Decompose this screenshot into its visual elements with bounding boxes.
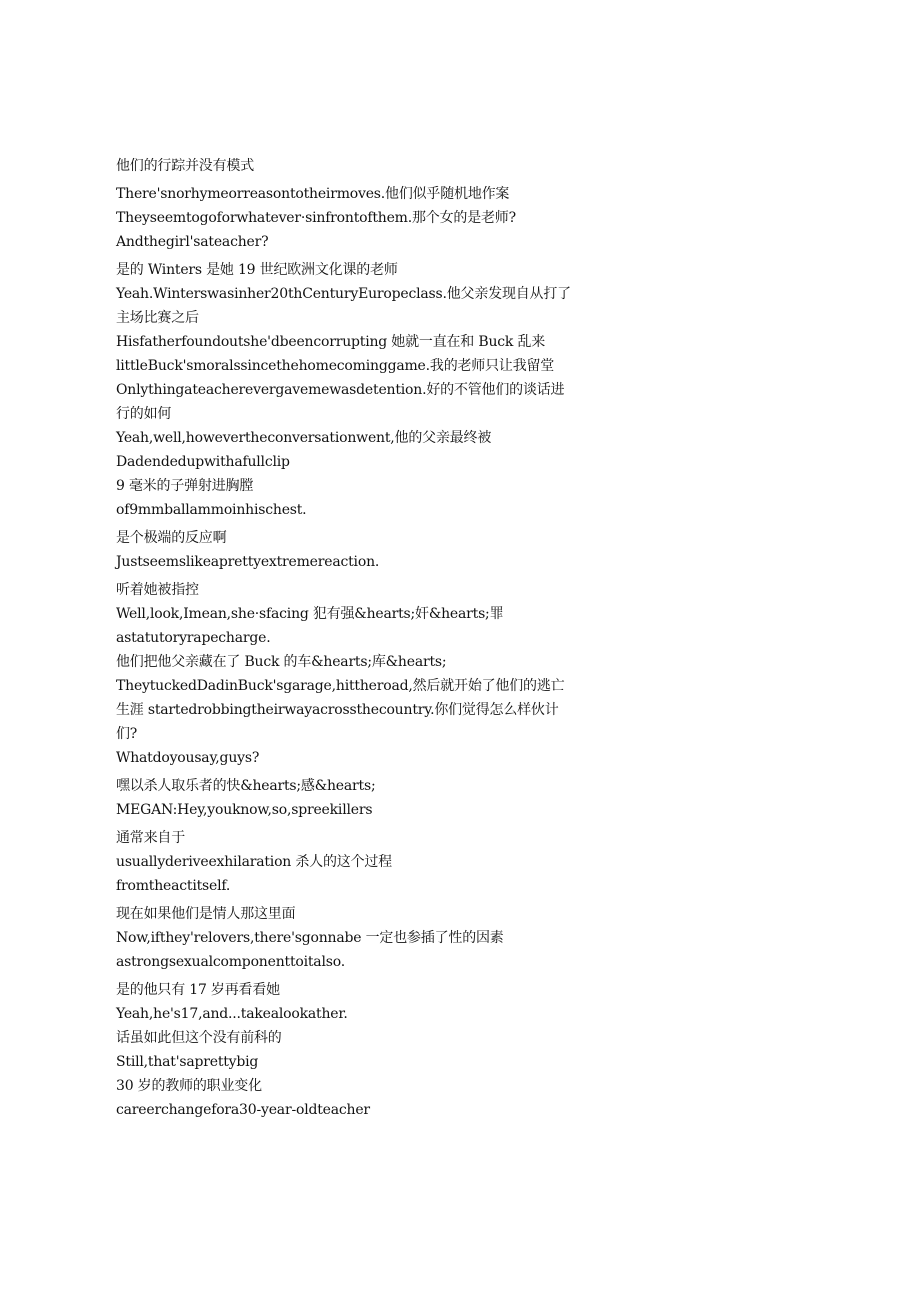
text-line: littleBuck'smoralssincethehomecominggame.我的老师只让我留堂 [116, 358, 555, 374]
text-line: careerchangefora30-year-oldteacher [116, 1102, 370, 1118]
text-line: 是的 Winters 是她 19 世纪欧洲文化课的老师 [116, 262, 398, 278]
text-line: 们? [116, 726, 138, 742]
text-line: Whatdoyousay,guys? [116, 750, 260, 766]
text-line: of9mmballammoinhischest. [116, 502, 307, 518]
text-line: 他们把他父亲藏在了 Buck 的车&hearts;库&hearts; [116, 654, 447, 670]
text-line: Justseemslikeaprettyextremereaction. [116, 554, 380, 570]
text-line: Yeah,he's17,and...takealookather. [116, 1006, 348, 1022]
text-line: 是的他只有 17 岁再看看她 [116, 982, 280, 998]
text-line: 话虽如此但这个没有前科的 [116, 1030, 282, 1046]
text-line: 是个极端的反应啊 [116, 530, 227, 546]
text-line: 听着她被指控 [116, 582, 199, 598]
text-line: Dadendedupwithafullclip [116, 454, 290, 470]
text-line: 生涯 startedrobbingtheirwayacrossthecountry.你们觉得怎么样伙计 [116, 702, 559, 718]
text-line: Hisfatherfoundoutshe'dbeencorrupting 她就一直在和 Buck 乱来 [116, 334, 546, 350]
text-line: usuallyderiveexhilaration 杀人的这个过程 [116, 854, 392, 870]
text-line: 他们的行踪并没有模式 [116, 158, 254, 174]
text-line: Yeah,well,howevertheconversationwent,他的父亲最终被 [116, 430, 492, 446]
document-body [116, 154, 586, 1122]
text-line: 9 毫米的子弹射进胸膛 [116, 478, 254, 494]
text-line: 现在如果他们是情人那这里面 [116, 906, 296, 922]
text-line: 行的如何 [116, 406, 172, 422]
text-line: fromtheactitself. [116, 878, 231, 894]
text-line: There'snorhymeorreasontotheirmoves.他们似乎随机地作案 [116, 186, 510, 202]
text-line: astatutoryrapecharge. [116, 630, 271, 646]
text-line: 30 岁的教师的职业变化 [116, 1078, 262, 1094]
text-line: Onlythingateacherevergavemewasdetention.好的不管他们的谈话进 [116, 382, 565, 398]
text-line: 通常来自于 [116, 830, 185, 846]
text-line: Yeah.Winterswasinher20thCenturyEuropeclass.他父亲发现自从打了 [116, 286, 571, 302]
text-line: 嘿以杀人取乐者的快&hearts;感&hearts; [116, 778, 376, 794]
text-line: TheytuckedDadinBuck'sgarage,hittheroad,然后就开始了他们的逃亡 [116, 678, 565, 694]
text-line: Well,look,Imean,she·sfacing 犯有强&hearts;奸&hearts;罪 [116, 606, 504, 622]
text-line: Andthegirl'sateacher? [116, 234, 269, 250]
text-line: Now,ifthey'relovers,there'sgonnabe 一定也参插了性的因素 [116, 930, 504, 946]
text-line: astrongsexualcomponenttoitalso. [116, 954, 345, 970]
text-line: MEGAN:Hey,youknow,so,spreekillers [116, 802, 373, 818]
text-line: Still,that'saprettybig [116, 1054, 259, 1070]
text-line: Theyseemtogoforwhatever·sinfrontofthem.那个女的是老师? [116, 210, 516, 226]
text-line: 主场比赛之后 [116, 310, 199, 326]
